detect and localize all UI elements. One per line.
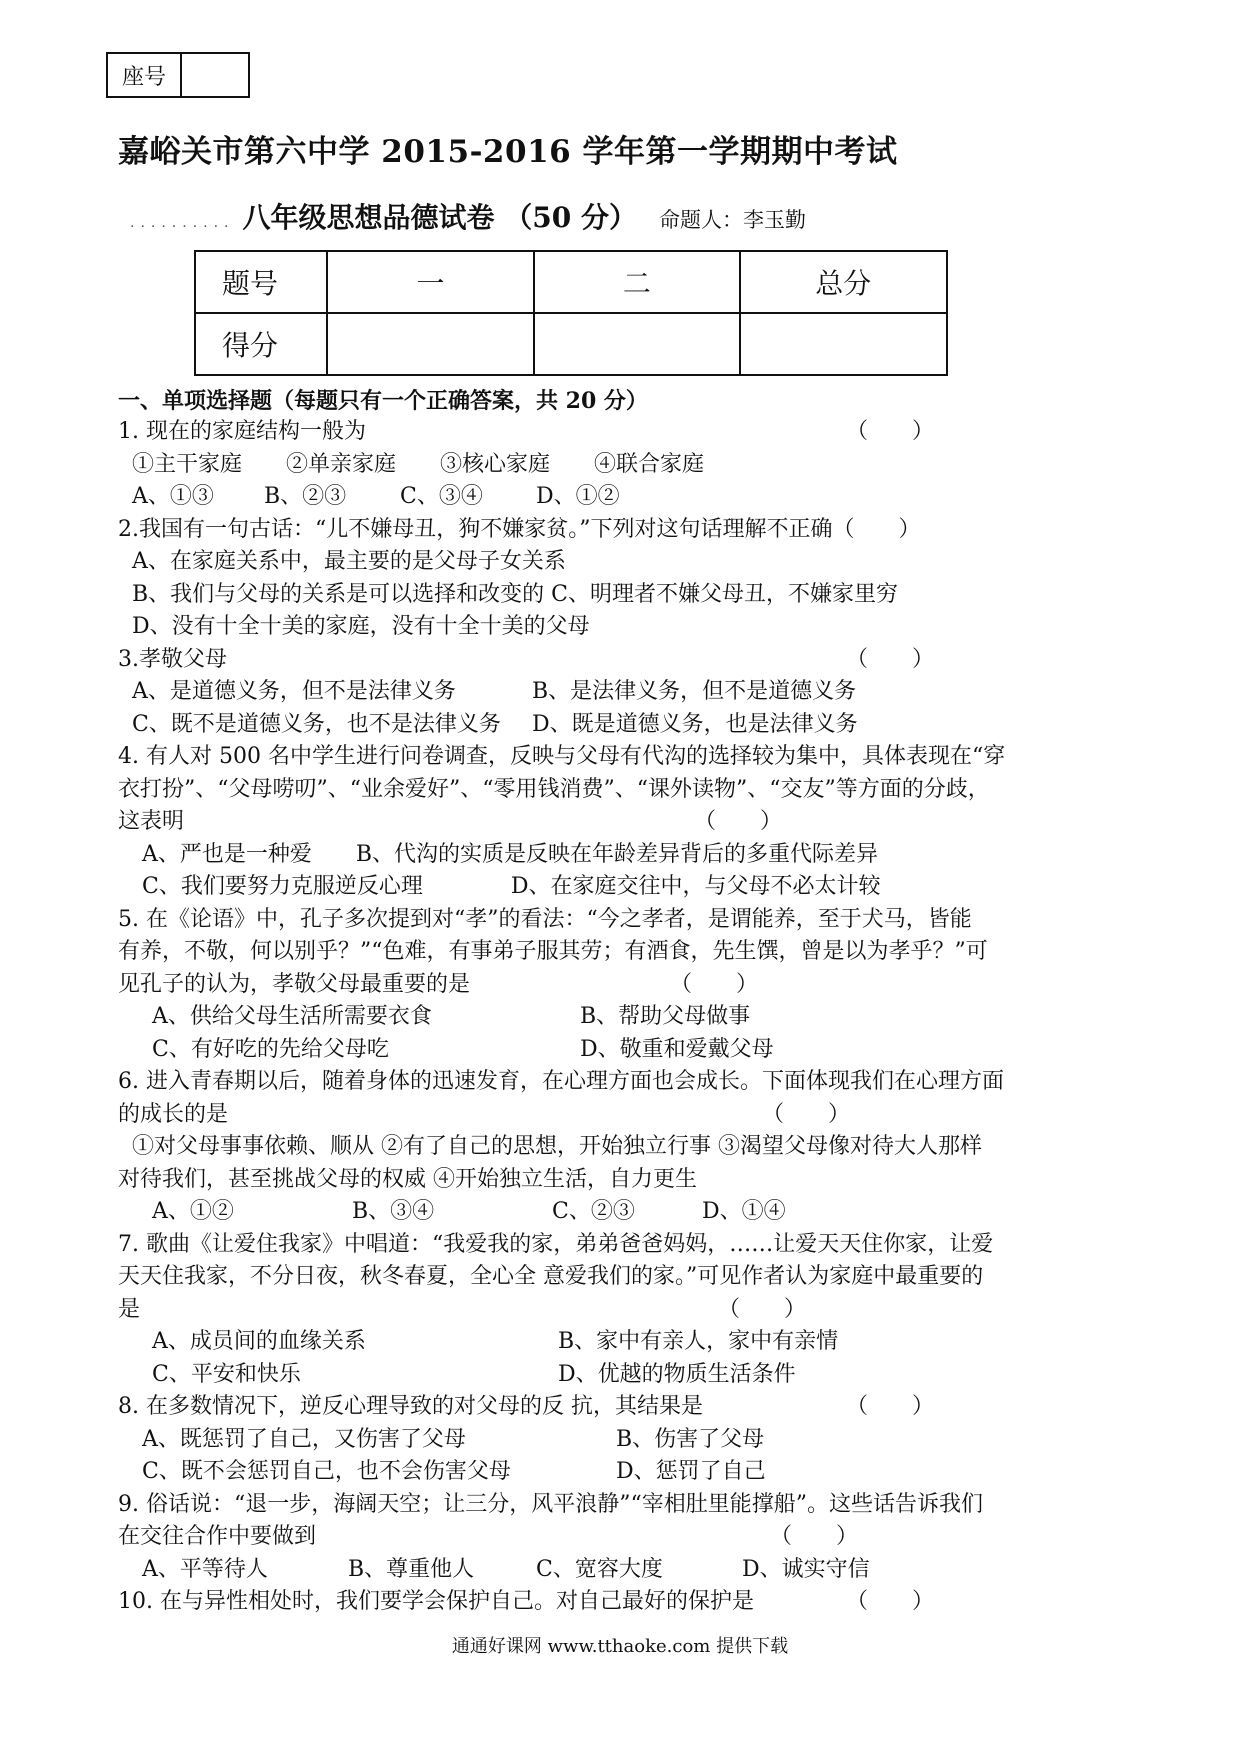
option-row [118,1554,1128,1587]
score-table-score-row [195,313,947,375]
score-cell[interactable] [327,313,534,375]
option-row [118,709,1128,742]
score-header-cell: 一 [327,251,534,313]
option-c: C、②③ [552,1199,635,1224]
option-a: A、成员间的血缘关系 [152,1329,366,1354]
question-stem: 7. 歌曲《让爱住我家》中唱道：“我爱我的家，弟弟爸爸妈妈，……让爱天天住你家，让爱 [118,1231,994,1257]
option-row [118,1001,1128,1034]
option-a: A、是道德义务，但不是法律义务 [132,679,456,704]
seat-label: 座号 [108,54,182,96]
question-stem: 9. 俗话说：“退一步，海阔天空；让三分，风平浪静”“宰相肚里能撑船”。这些话告诉我们 [118,1491,983,1517]
answer-blank[interactable]: （ ） [770,1524,859,1549]
subtitle-main: 八年级思想品德试卷 （50 分） [242,201,637,234]
section-title: 一、单项选择题（每题只有一个正确答案，共 20 分） [118,388,648,414]
question-stem [118,969,1128,1002]
option-a: A、①② [152,1199,234,1224]
question-text: 在交往合作中要做到 [118,1524,317,1549]
score-cell[interactable] [740,313,947,375]
question-stem: 6. 进入青春期以后，随着身体的迅速发育，在心理方面也会成长。下面体现我们在心理方面 [118,1069,1004,1094]
question-text: 见孔子的认为，孝敬父母最重要的是 [118,971,471,997]
option-row [118,676,1128,709]
question-stem: 4. 有人对 500 名中学生进行问卷调查，反映与父母有代沟的选择较为集中，具体表现在“穿 [118,744,1006,769]
option-d: D、①④ [702,1199,786,1224]
answer-blank[interactable]: （ ） [846,1394,935,1419]
question-text: 这表明 [118,809,185,834]
score-cell[interactable] [534,313,739,375]
option-b: B、②③ [264,484,347,509]
seat-value[interactable] [182,54,248,96]
option-b: B、帮助父母做事 [580,1004,751,1029]
subtitle-dots: .......... [130,215,235,231]
option-b: B、③④ [352,1199,435,1224]
question-stem: 衣打扮”、“父母唠叨”、“业余爱好”、“零用钱消费”、“课外读物”、“交友”等方面的分歧， [118,776,990,802]
answer-blank[interactable]: （ ） [846,646,935,672]
question-stem [118,1099,1128,1132]
option-ab: A、严也是一种爱 B、代沟的实质是反映在年龄差异背后的多重代际差异 [142,841,879,867]
answer-blank[interactable]: （ ） [762,1101,851,1127]
option-c: C、宽容大度 [536,1556,663,1582]
question-stem: 5. 在《论语》中，孔子多次提到对“孝”的看法：“今之孝者，是谓能养，至于犬马，皆能 [118,906,972,932]
option-row [118,1196,1128,1229]
option-a: A、在家庭关系中，最主要的是父母子女关系 [132,549,566,574]
option-d: D、诚实守信 [742,1556,870,1582]
score-table [194,250,948,376]
answer-blank[interactable]: （ ） [694,809,783,834]
question-text: 8. 在多数情况下，逆反心理导致的对父母的反 抗，其结果是 [118,1394,703,1419]
option-a: A、①③ [132,484,214,509]
option-a: A、既惩罚了自己，又伤害了父母 [142,1426,466,1452]
answer-blank[interactable]: （ ） [718,1296,807,1322]
question-stem [118,644,1128,677]
exam-subtitle [130,196,910,236]
option-b: B、家中有亲人，家中有亲情 [558,1329,839,1354]
option-row [118,1456,1128,1489]
question-items: ①对父母事事依赖、顺从 ②有了自己的思想，开始独立行事 ③渴望父母像对待大人那样 [132,1134,982,1159]
option-b: B、是法律义务，但不是道德义务 [532,679,857,704]
question-text: 3.孝敬父母 [118,646,227,672]
option-d: D、优越的物质生活条件 [558,1361,796,1387]
option-b: B、尊重他人 [348,1556,475,1582]
score-header-cell: 题号 [195,251,327,313]
option-d: D、惩罚了自己 [616,1459,766,1484]
option-c: C、有好吃的先给父母吃 [152,1036,389,1062]
option-c: C、既不会惩罚自己，也不会伤害父母 [142,1459,511,1484]
option-row [118,481,1128,514]
subtitle-author: 命题人：李玉勤 [658,208,806,232]
score-row-label: 得分 [195,313,327,375]
question-text: 1. 现在的家庭结构一般为 [118,419,366,444]
option-row [118,1359,1128,1392]
option-bc: B、我们与父母的关系是可以选择和改变的 C、明理者不嫌父母丑，不嫌家里穷 [132,581,898,607]
option-c: C、平安和快乐 [152,1361,301,1387]
option-d: D、敬重和爱戴父母 [580,1036,774,1062]
question-text: 的成长的是 [118,1101,229,1127]
option-d: D、没有十全十美的家庭，没有十全十美的父母 [132,614,590,639]
answer-blank[interactable]: （ ） [846,419,935,444]
score-table-header-row [195,251,947,313]
question-items: ①主干家庭 ②单亲家庭 ③核心家庭 ④联合家庭 [132,451,705,477]
question-stem [118,1586,1128,1619]
option-row [118,1424,1128,1457]
answer-blank[interactable]: （ ） [670,971,759,997]
question-stem: 2.我国有一句古话：“儿不嫌母丑，狗不嫌家贫。”下列对这句话理解不正确（ ） [118,516,921,542]
question-items: 对待我们，甚至挑战父母的权威 ④开始独立生活，自力更生 [118,1166,697,1192]
option-c: C、既不是道德义务，也不是法律义务 [132,711,501,737]
option-a: A、供给父母生活所需要衣食 [152,1004,432,1029]
option-row [118,1326,1128,1359]
question-text: 10. 在与异性相处时，我们要学会保护自己。对自己最好的保护是 [118,1589,754,1614]
footer-source: 通通好课网 www.tthaoke.com 提供下载 [451,1636,789,1657]
question-stem [118,1294,1128,1327]
seat-number-box [106,52,250,98]
option-b: B、伤害了父母 [616,1426,765,1452]
option-a: A、平等待人 [142,1556,268,1582]
question-stem: 天天住我家，不分日夜，秋冬春夏，全心全 意爱我们的家。”可见作者认为家庭中最重要的 [118,1264,984,1289]
question-stem: 有养，不敬，何以别乎？”“色难，有事弟子服其劳；有酒食，先生馔，曾是以为孝乎？”可 [118,939,988,964]
question-text: 是 [118,1296,141,1322]
question-stem [118,1521,1128,1554]
question-list [118,416,1128,1619]
question-stem [118,416,1128,449]
exam-title: 嘉峪关市第六中学 2015-2016 学年第一学期期中考试 [118,134,898,170]
question-stem [118,806,1128,839]
score-header-cell: 二 [534,251,739,313]
option-d: D、①② [536,484,620,509]
option-c: C、③④ [400,484,483,509]
option-cd: C、我们要努力克服逆反心理 D、在家庭交往中，与父母不必太计较 [142,874,881,899]
option-row [118,1034,1128,1067]
score-header-cell: 总分 [740,251,947,313]
question-stem [118,1391,1128,1424]
option-d: D、既是道德义务，也是法律义务 [532,711,858,737]
answer-blank[interactable]: （ ） [846,1589,935,1614]
